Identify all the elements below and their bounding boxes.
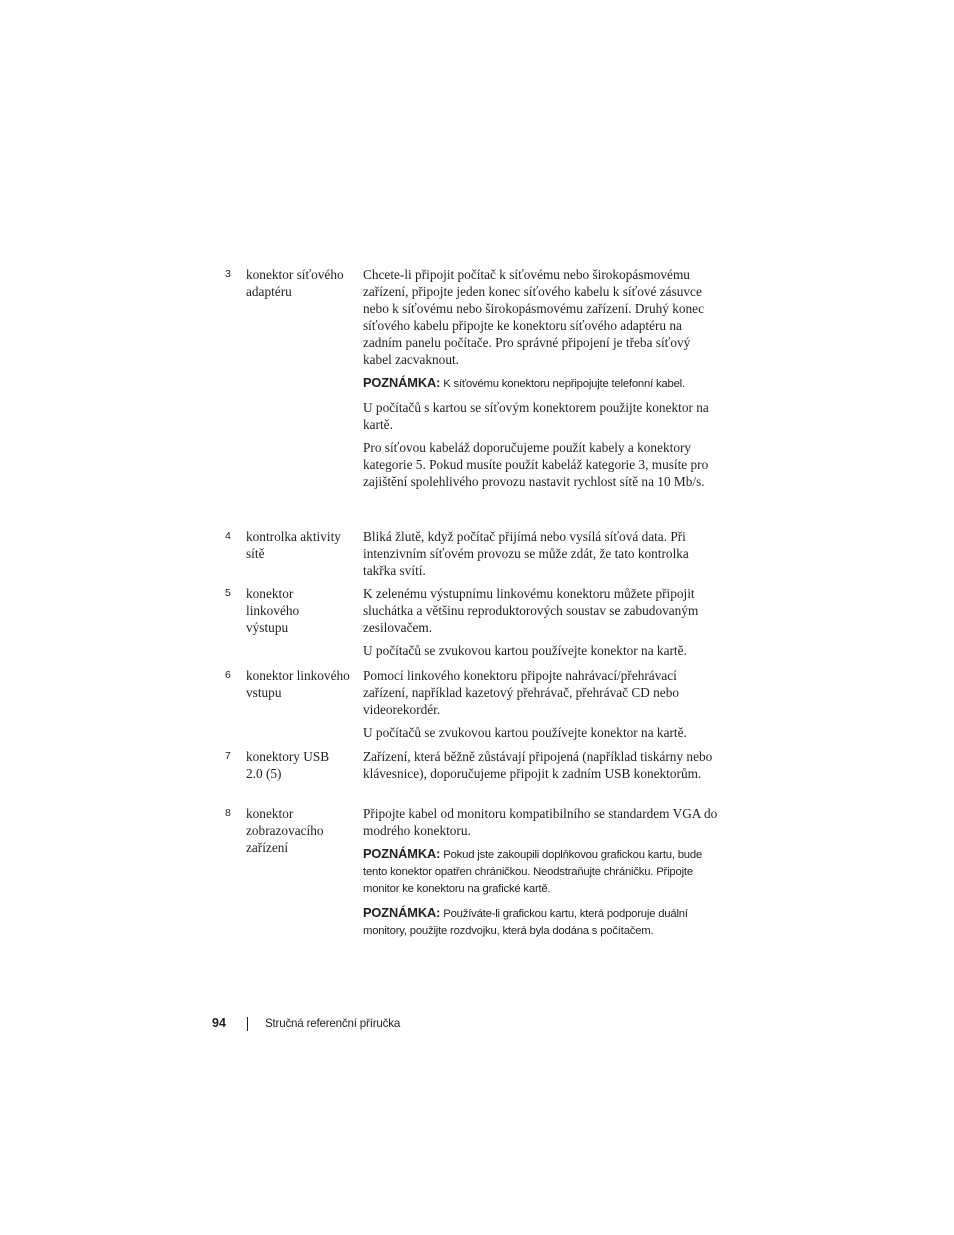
row-number: 7 (225, 750, 231, 762)
row-label: konektor linkového výstupu (246, 586, 300, 635)
note (363, 904, 719, 940)
row-description (363, 266, 719, 496)
row-label: konektor síťového adaptéru (246, 267, 344, 299)
paragraph: Pomocí linkového konektoru připojte nahrávací/přehrávací zařízení, například kazetový přehrávač, přehrávač CD nebo videorekordér. (363, 668, 680, 717)
row-label: kontrolka aktivity sítě (246, 529, 341, 561)
row-label: konektor zobrazovacího zařízení (246, 806, 324, 855)
row-label: konektor linkového vstupu (246, 668, 350, 700)
paragraph: Chcete-li připojit počítač k síťovému nebo širokopásmovému zařízení, připojte jeden konec síťového kabelu k síťové zásuvce nebo k síťovému nebo širokopásmovému zařízení. Druhý konec síťového kabelu připojte ke konektoru síťového adaptéru na zadním panelu počítače. Pro správné připojení je třeba síťový kabel zacvaknout. (363, 267, 704, 367)
note-text: Používáte-li grafickou kartu, která podporuje duální monitory, použijte rozdvojku, která byla dodána s počítačem. (363, 908, 688, 937)
row-number: 8 (225, 807, 231, 819)
note-label: POZNÁMKA: (363, 846, 441, 861)
footer-divider (247, 1017, 248, 1031)
paragraph: Připojte kabel od monitoru kompatibilního se standardem VGA do modrého konektoru. (363, 806, 718, 838)
paragraph: Bliká žlutě, když počítač přijímá nebo vysílá síťová data. Při intenzivním síťovém provozu se může zdát, že tato kontrolka takřka svítí. (363, 529, 689, 578)
paragraph: Pro síťovou kabeláž doporučujeme použít kabely a konektory kategorie 5. Pokud musíte použít kabeláž kategorie 3, musíte pro zajištění spolehlivého provozu nastavit rychlost sítě na 10 Mb/s. (363, 440, 709, 489)
paragraph: K zelenému výstupnímu linkovému konektoru můžete připojit sluchátka a většinu reproduktorových soustav se zabudovaným zesilovačem. (363, 586, 699, 635)
note (363, 845, 719, 898)
row-description (363, 585, 719, 665)
row-number: 4 (225, 530, 231, 542)
note-text: Pokud jste zakoupili doplňkovou grafickou kartu, bude tento konektor opatřen chráničkou. Neodstraňujte chráničku. Připojte monitor ke konektoru na grafické kartě. (363, 849, 703, 895)
paragraph: U počítačů s kartou se síťovým konektorem použijte konektor na kartě. (363, 400, 709, 432)
note-label: POZNÁMKA: (363, 375, 441, 390)
row-number: 6 (225, 669, 231, 681)
row-number: 5 (225, 587, 231, 599)
row-number: 3 (225, 268, 231, 280)
footer-title: Stručná referenční příručka (265, 1017, 401, 1030)
paragraph: U počítačů se zvukovou kartou používejte konektor na kartě. (363, 725, 687, 740)
row-description (363, 528, 719, 585)
page-number: 94 (212, 1016, 226, 1030)
note-text: K síťovému konektoru nepřipojujte telefonní kabel. (443, 378, 685, 390)
paragraph: U počítačů se zvukovou kartou používejte konektor na kartě. (363, 643, 687, 658)
row-description (363, 748, 719, 788)
note (363, 374, 719, 393)
row-description (363, 667, 719, 747)
paragraph: Zařízení, která běžně zůstávají připojená (například tiskárny nebo klávesnice), doporučujeme připojit k zadním USB konektorům. (363, 749, 713, 781)
note-label: POZNÁMKA: (363, 905, 441, 920)
row-description (363, 805, 719, 946)
row-label: konektory USB 2.0 (5) (246, 749, 330, 781)
